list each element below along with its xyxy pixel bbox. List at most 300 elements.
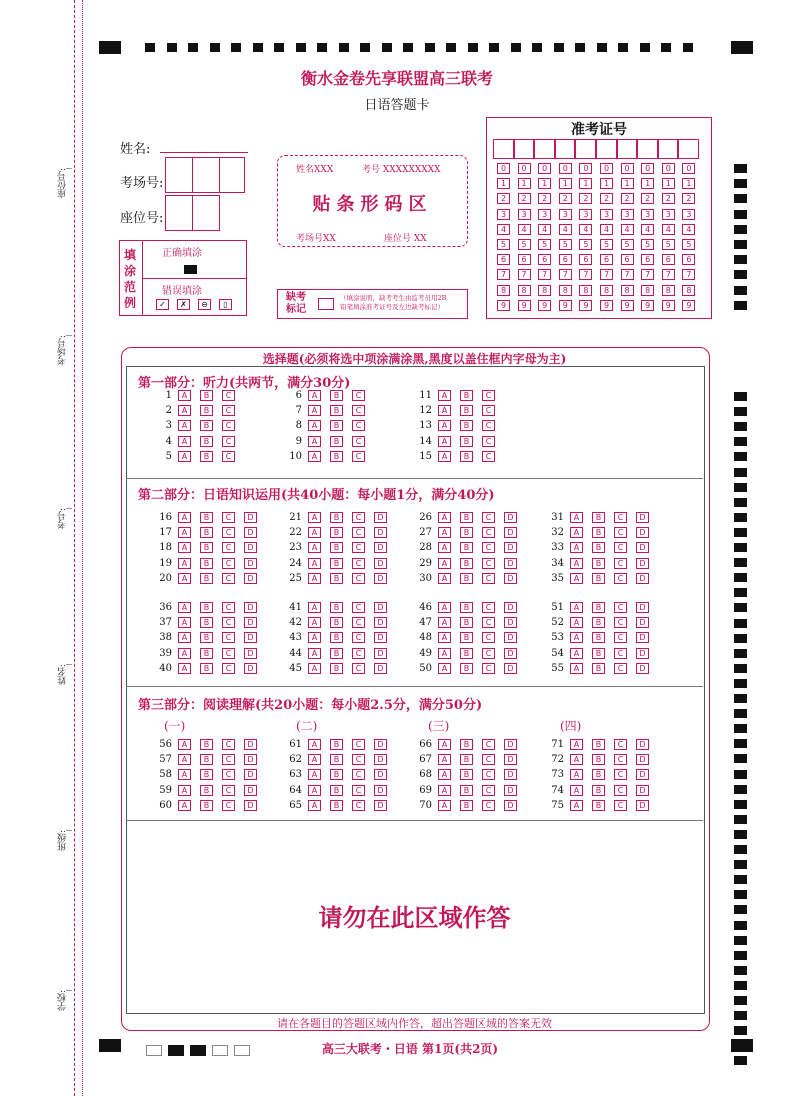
ticket-digit-bubble[interactable]: 9 — [641, 300, 654, 311]
option-bubble-c[interactable]: C — [222, 436, 235, 447]
option-bubble-d[interactable]: D — [636, 785, 649, 796]
option-bubble-c[interactable]: C — [482, 800, 495, 811]
option-bubble-c[interactable]: C — [222, 420, 235, 431]
option-bubble-b[interactable]: B — [330, 390, 343, 401]
option-bubble-b[interactable]: B — [200, 542, 213, 553]
option-bubble-b[interactable]: B — [592, 754, 605, 765]
option-bubble-d[interactable]: D — [636, 573, 649, 584]
option-bubble-d[interactable]: D — [244, 648, 257, 659]
option-bubble-b[interactable]: B — [200, 785, 213, 796]
option-bubble-b[interactable]: B — [460, 785, 473, 796]
option-bubble-c[interactable]: C — [352, 558, 365, 569]
option-bubble-c[interactable]: C — [222, 754, 235, 765]
ticket-digit-bubble[interactable]: 3 — [641, 209, 654, 220]
option-bubble-b[interactable]: B — [200, 512, 213, 523]
option-bubble-d[interactable]: D — [374, 617, 387, 628]
option-bubble-d[interactable]: D — [504, 800, 517, 811]
ticket-digit-bubble[interactable]: 1 — [641, 178, 654, 189]
ticket-digit-bubble[interactable]: 4 — [559, 224, 572, 235]
option-bubble-c[interactable]: C — [222, 769, 235, 780]
option-bubble-c[interactable]: C — [222, 617, 235, 628]
option-bubble-a[interactable]: A — [308, 617, 321, 628]
ticket-digit-bubble[interactable]: 9 — [497, 300, 510, 311]
option-bubble-a[interactable]: A — [570, 739, 583, 750]
ticket-digit-bubble[interactable]: 3 — [682, 209, 695, 220]
ticket-digit-bubble[interactable]: 7 — [518, 269, 531, 280]
ticket-digit-bubble[interactable]: 3 — [538, 209, 551, 220]
ticket-digit-bubble[interactable]: 9 — [621, 300, 634, 311]
option-bubble-c[interactable]: C — [482, 527, 495, 538]
option-bubble-a[interactable]: A — [178, 512, 191, 523]
option-bubble-d[interactable]: D — [636, 648, 649, 659]
option-bubble-a[interactable]: A — [570, 602, 583, 613]
option-bubble-a[interactable]: A — [438, 617, 451, 628]
option-bubble-d[interactable]: D — [636, 558, 649, 569]
ticket-digit-bubble[interactable]: 6 — [497, 254, 510, 265]
ticket-digit-bubble[interactable]: 8 — [662, 285, 675, 296]
option-bubble-b[interactable]: B — [200, 648, 213, 659]
room-box-2[interactable] — [192, 157, 220, 193]
ticket-digit-bubble[interactable]: 8 — [621, 285, 634, 296]
option-bubble-b[interactable]: B — [592, 739, 605, 750]
ticket-digit-bubble[interactable]: 0 — [662, 163, 675, 174]
option-bubble-a[interactable]: A — [438, 512, 451, 523]
option-bubble-b[interactable]: B — [460, 542, 473, 553]
option-bubble-d[interactable]: D — [374, 558, 387, 569]
ticket-digit-bubble[interactable]: 2 — [682, 193, 695, 204]
option-bubble-b[interactable]: B — [330, 542, 343, 553]
ticket-digit-bubble[interactable]: 4 — [621, 224, 634, 235]
option-bubble-c[interactable]: C — [482, 542, 495, 553]
option-bubble-c[interactable]: C — [222, 405, 235, 416]
option-bubble-a[interactable]: A — [570, 573, 583, 584]
option-bubble-c[interactable]: C — [482, 632, 495, 643]
option-bubble-d[interactable]: D — [374, 648, 387, 659]
option-bubble-a[interactable]: A — [308, 602, 321, 613]
option-bubble-b[interactable]: B — [200, 617, 213, 628]
option-bubble-b[interactable]: B — [460, 405, 473, 416]
option-bubble-d[interactable]: D — [504, 754, 517, 765]
option-bubble-d[interactable]: D — [374, 769, 387, 780]
option-bubble-c[interactable]: C — [222, 390, 235, 401]
option-bubble-a[interactable]: A — [178, 632, 191, 643]
ticket-digit-bubble[interactable]: 6 — [559, 254, 572, 265]
ticket-digit-bubble[interactable]: 9 — [682, 300, 695, 311]
ticket-digit-bubble[interactable]: 9 — [600, 300, 613, 311]
option-bubble-a[interactable]: A — [438, 420, 451, 431]
option-bubble-c[interactable]: C — [614, 527, 627, 538]
ticket-digit-bubble[interactable]: 1 — [600, 178, 613, 189]
option-bubble-b[interactable]: B — [330, 663, 343, 674]
ticket-digit-bubble[interactable]: 5 — [538, 239, 551, 250]
option-bubble-c[interactable]: C — [352, 573, 365, 584]
option-bubble-a[interactable]: A — [178, 800, 191, 811]
room-box-3[interactable] — [219, 157, 245, 193]
option-bubble-c[interactable]: C — [482, 785, 495, 796]
option-bubble-c[interactable]: C — [614, 769, 627, 780]
option-bubble-a[interactable]: A — [308, 573, 321, 584]
option-bubble-c[interactable]: C — [352, 739, 365, 750]
option-bubble-a[interactable]: A — [178, 436, 191, 447]
option-bubble-b[interactable]: B — [460, 617, 473, 628]
option-bubble-a[interactable]: A — [570, 800, 583, 811]
option-bubble-c[interactable]: C — [482, 390, 495, 401]
ticket-digit-bubble[interactable]: 6 — [518, 254, 531, 265]
ticket-digit-bubble[interactable]: 1 — [682, 178, 695, 189]
ticket-digit-write-box[interactable] — [617, 139, 638, 159]
option-bubble-c[interactable]: C — [482, 663, 495, 674]
option-bubble-d[interactable]: D — [374, 785, 387, 796]
option-bubble-d[interactable]: D — [374, 573, 387, 584]
ticket-digit-bubble[interactable]: 7 — [579, 269, 592, 280]
option-bubble-a[interactable]: A — [178, 527, 191, 538]
ticket-digit-bubble[interactable]: 2 — [662, 193, 675, 204]
option-bubble-d[interactable]: D — [636, 663, 649, 674]
option-bubble-b[interactable]: B — [200, 800, 213, 811]
option-bubble-d[interactable]: D — [244, 800, 257, 811]
option-bubble-c[interactable]: C — [482, 451, 495, 462]
option-bubble-a[interactable]: A — [308, 542, 321, 553]
ticket-digit-bubble[interactable]: 2 — [621, 193, 634, 204]
ticket-digit-bubble[interactable]: 2 — [559, 193, 572, 204]
option-bubble-b[interactable]: B — [330, 617, 343, 628]
option-bubble-a[interactable]: A — [570, 754, 583, 765]
option-bubble-d[interactable]: D — [374, 663, 387, 674]
option-bubble-a[interactable]: A — [178, 648, 191, 659]
option-bubble-b[interactable]: B — [200, 769, 213, 780]
option-bubble-d[interactable]: D — [374, 542, 387, 553]
option-bubble-c[interactable]: C — [614, 512, 627, 523]
option-bubble-b[interactable]: B — [592, 527, 605, 538]
option-bubble-c[interactable]: C — [482, 573, 495, 584]
option-bubble-c[interactable]: C — [352, 542, 365, 553]
option-bubble-b[interactable]: B — [592, 632, 605, 643]
option-bubble-a[interactable]: A — [308, 436, 321, 447]
option-bubble-c[interactable]: C — [352, 800, 365, 811]
option-bubble-a[interactable]: A — [438, 527, 451, 538]
option-bubble-b[interactable]: B — [592, 648, 605, 659]
option-bubble-b[interactable]: B — [460, 573, 473, 584]
option-bubble-d[interactable]: D — [504, 617, 517, 628]
option-bubble-c[interactable]: C — [352, 632, 365, 643]
ticket-digit-bubble[interactable]: 0 — [621, 163, 634, 174]
ticket-digit-bubble[interactable]: 5 — [621, 239, 634, 250]
option-bubble-c[interactable]: C — [222, 648, 235, 659]
ticket-digit-write-box[interactable] — [637, 139, 658, 159]
absent-checkbox[interactable] — [318, 298, 334, 310]
option-bubble-b[interactable]: B — [330, 739, 343, 750]
ticket-digit-bubble[interactable]: 7 — [662, 269, 675, 280]
option-bubble-d[interactable]: D — [244, 573, 257, 584]
option-bubble-a[interactable]: A — [570, 558, 583, 569]
option-bubble-c[interactable]: C — [222, 512, 235, 523]
option-bubble-d[interactable]: D — [244, 512, 257, 523]
option-bubble-c[interactable]: C — [352, 512, 365, 523]
option-bubble-c[interactable]: C — [352, 602, 365, 613]
ticket-digit-write-box[interactable] — [555, 139, 576, 159]
option-bubble-d[interactable]: D — [244, 663, 257, 674]
option-bubble-b[interactable]: B — [460, 769, 473, 780]
option-bubble-b[interactable]: B — [460, 527, 473, 538]
option-bubble-b[interactable]: B — [330, 527, 343, 538]
option-bubble-a[interactable]: A — [308, 451, 321, 462]
ticket-digit-bubble[interactable]: 8 — [518, 285, 531, 296]
option-bubble-a[interactable]: A — [438, 573, 451, 584]
option-bubble-a[interactable]: A — [570, 542, 583, 553]
option-bubble-b[interactable]: B — [200, 558, 213, 569]
option-bubble-a[interactable]: A — [178, 542, 191, 553]
ticket-digit-bubble[interactable]: 7 — [559, 269, 572, 280]
option-bubble-d[interactable]: D — [244, 558, 257, 569]
ticket-digit-bubble[interactable]: 0 — [641, 163, 654, 174]
ticket-digit-bubble[interactable]: 2 — [518, 193, 531, 204]
option-bubble-b[interactable]: B — [592, 542, 605, 553]
option-bubble-a[interactable]: A — [438, 739, 451, 750]
option-bubble-b[interactable]: B — [460, 739, 473, 750]
ticket-digit-bubble[interactable]: 6 — [621, 254, 634, 265]
option-bubble-d[interactable]: D — [504, 739, 517, 750]
option-bubble-a[interactable]: A — [178, 739, 191, 750]
ticket-digit-bubble[interactable]: 7 — [497, 269, 510, 280]
option-bubble-a[interactable]: A — [438, 558, 451, 569]
option-bubble-b[interactable]: B — [330, 800, 343, 811]
option-bubble-d[interactable]: D — [244, 542, 257, 553]
option-bubble-a[interactable]: A — [308, 739, 321, 750]
option-bubble-a[interactable]: A — [308, 405, 321, 416]
option-bubble-c[interactable]: C — [352, 420, 365, 431]
option-bubble-b[interactable]: B — [330, 512, 343, 523]
option-bubble-d[interactable]: D — [504, 558, 517, 569]
ticket-digit-bubble[interactable]: 8 — [600, 285, 613, 296]
ticket-digit-bubble[interactable]: 8 — [641, 285, 654, 296]
option-bubble-d[interactable]: D — [636, 739, 649, 750]
ticket-digit-bubble[interactable]: 0 — [682, 163, 695, 174]
option-bubble-c[interactable]: C — [614, 542, 627, 553]
option-bubble-a[interactable]: A — [438, 632, 451, 643]
option-bubble-d[interactable]: D — [374, 632, 387, 643]
ticket-digit-bubble[interactable]: 7 — [682, 269, 695, 280]
option-bubble-a[interactable]: A — [308, 648, 321, 659]
option-bubble-d[interactable]: D — [636, 527, 649, 538]
option-bubble-b[interactable]: B — [200, 390, 213, 401]
option-bubble-c[interactable]: C — [222, 573, 235, 584]
option-bubble-b[interactable]: B — [200, 451, 213, 462]
option-bubble-b[interactable]: B — [330, 785, 343, 796]
ticket-digit-bubble[interactable]: 9 — [559, 300, 572, 311]
ticket-digit-bubble[interactable]: 8 — [559, 285, 572, 296]
option-bubble-c[interactable]: C — [222, 739, 235, 750]
option-bubble-c[interactable]: C — [222, 632, 235, 643]
option-bubble-c[interactable]: C — [222, 527, 235, 538]
ticket-digit-bubble[interactable]: 1 — [518, 178, 531, 189]
ticket-digit-bubble[interactable]: 8 — [682, 285, 695, 296]
option-bubble-b[interactable]: B — [592, 769, 605, 780]
option-bubble-c[interactable]: C — [352, 617, 365, 628]
ticket-digit-bubble[interactable]: 6 — [682, 254, 695, 265]
option-bubble-a[interactable]: A — [438, 405, 451, 416]
ticket-digit-bubble[interactable]: 7 — [641, 269, 654, 280]
option-bubble-c[interactable]: C — [614, 558, 627, 569]
option-bubble-c[interactable]: C — [222, 558, 235, 569]
option-bubble-b[interactable]: B — [330, 648, 343, 659]
option-bubble-a[interactable]: A — [570, 785, 583, 796]
option-bubble-b[interactable]: B — [592, 558, 605, 569]
option-bubble-c[interactable]: C — [614, 617, 627, 628]
ticket-digit-bubble[interactable]: 5 — [497, 239, 510, 250]
ticket-digit-bubble[interactable]: 1 — [559, 178, 572, 189]
option-bubble-b[interactable]: B — [200, 420, 213, 431]
option-bubble-c[interactable]: C — [222, 785, 235, 796]
option-bubble-d[interactable]: D — [504, 648, 517, 659]
option-bubble-d[interactable]: D — [244, 617, 257, 628]
ticket-digit-bubble[interactable]: 2 — [538, 193, 551, 204]
option-bubble-c[interactable]: C — [222, 602, 235, 613]
option-bubble-a[interactable]: A — [178, 617, 191, 628]
option-bubble-c[interactable]: C — [614, 754, 627, 765]
ticket-digit-bubble[interactable]: 3 — [662, 209, 675, 220]
option-bubble-c[interactable]: C — [482, 602, 495, 613]
option-bubble-d[interactable]: D — [636, 800, 649, 811]
option-bubble-c[interactable]: C — [352, 769, 365, 780]
option-bubble-a[interactable]: A — [178, 785, 191, 796]
ticket-digit-bubble[interactable]: 1 — [579, 178, 592, 189]
option-bubble-a[interactable]: A — [570, 663, 583, 674]
ticket-digit-bubble[interactable]: 6 — [538, 254, 551, 265]
option-bubble-d[interactable]: D — [244, 754, 257, 765]
option-bubble-b[interactable]: B — [200, 436, 213, 447]
option-bubble-d[interactable]: D — [374, 800, 387, 811]
ticket-digit-bubble[interactable]: 3 — [497, 209, 510, 220]
seat-box-2[interactable] — [192, 195, 220, 231]
name-input[interactable] — [160, 152, 248, 153]
ticket-digit-bubble[interactable]: 8 — [579, 285, 592, 296]
option-bubble-c[interactable]: C — [482, 436, 495, 447]
option-bubble-c[interactable]: C — [222, 800, 235, 811]
ticket-digit-bubble[interactable]: 5 — [662, 239, 675, 250]
option-bubble-d[interactable]: D — [244, 527, 257, 538]
option-bubble-c[interactable]: C — [352, 405, 365, 416]
ticket-digit-write-box[interactable] — [493, 139, 514, 159]
option-bubble-a[interactable]: A — [308, 769, 321, 780]
option-bubble-b[interactable]: B — [460, 602, 473, 613]
ticket-digit-bubble[interactable]: 1 — [621, 178, 634, 189]
option-bubble-d[interactable]: D — [504, 512, 517, 523]
option-bubble-b[interactable]: B — [200, 405, 213, 416]
option-bubble-c[interactable]: C — [222, 451, 235, 462]
option-bubble-b[interactable]: B — [330, 405, 343, 416]
option-bubble-b[interactable]: B — [592, 573, 605, 584]
option-bubble-d[interactable]: D — [504, 542, 517, 553]
ticket-digit-bubble[interactable]: 7 — [600, 269, 613, 280]
ticket-digit-bubble[interactable]: 6 — [579, 254, 592, 265]
ticket-digit-bubble[interactable]: 0 — [579, 163, 592, 174]
option-bubble-b[interactable]: B — [200, 573, 213, 584]
option-bubble-b[interactable]: B — [460, 754, 473, 765]
ticket-digit-bubble[interactable]: 2 — [641, 193, 654, 204]
option-bubble-a[interactable]: A — [570, 632, 583, 643]
option-bubble-a[interactable]: A — [178, 754, 191, 765]
ticket-digit-bubble[interactable]: 4 — [497, 224, 510, 235]
option-bubble-c[interactable]: C — [352, 436, 365, 447]
option-bubble-a[interactable]: A — [438, 769, 451, 780]
option-bubble-b[interactable]: B — [200, 663, 213, 674]
ticket-digit-write-box[interactable] — [534, 139, 555, 159]
option-bubble-b[interactable]: B — [330, 451, 343, 462]
option-bubble-b[interactable]: B — [460, 451, 473, 462]
option-bubble-b[interactable]: B — [200, 739, 213, 750]
option-bubble-a[interactable]: A — [178, 573, 191, 584]
option-bubble-b[interactable]: B — [330, 573, 343, 584]
option-bubble-c[interactable]: C — [352, 785, 365, 796]
option-bubble-a[interactable]: A — [178, 390, 191, 401]
option-bubble-c[interactable]: C — [222, 542, 235, 553]
option-bubble-c[interactable]: C — [614, 648, 627, 659]
option-bubble-d[interactable]: D — [504, 602, 517, 613]
option-bubble-c[interactable]: C — [482, 648, 495, 659]
option-bubble-b[interactable]: B — [460, 512, 473, 523]
option-bubble-c[interactable]: C — [352, 527, 365, 538]
ticket-digit-bubble[interactable]: 2 — [579, 193, 592, 204]
ticket-digit-bubble[interactable]: 4 — [682, 224, 695, 235]
option-bubble-d[interactable]: D — [374, 602, 387, 613]
option-bubble-a[interactable]: A — [438, 648, 451, 659]
option-bubble-c[interactable]: C — [352, 648, 365, 659]
option-bubble-b[interactable]: B — [200, 602, 213, 613]
option-bubble-c[interactable]: C — [352, 754, 365, 765]
ticket-digit-bubble[interactable]: 1 — [497, 178, 510, 189]
option-bubble-b[interactable]: B — [460, 390, 473, 401]
option-bubble-d[interactable]: D — [504, 573, 517, 584]
option-bubble-b[interactable]: B — [592, 663, 605, 674]
option-bubble-d[interactable]: D — [504, 527, 517, 538]
option-bubble-a[interactable]: A — [178, 602, 191, 613]
option-bubble-d[interactable]: D — [504, 632, 517, 643]
ticket-digit-bubble[interactable]: 8 — [538, 285, 551, 296]
option-bubble-d[interactable]: D — [504, 785, 517, 796]
ticket-digit-bubble[interactable]: 0 — [518, 163, 531, 174]
option-bubble-d[interactable]: D — [504, 769, 517, 780]
option-bubble-b[interactable]: B — [460, 648, 473, 659]
option-bubble-b[interactable]: B — [330, 558, 343, 569]
option-bubble-b[interactable]: B — [460, 632, 473, 643]
option-bubble-d[interactable]: D — [504, 663, 517, 674]
ticket-digit-bubble[interactable]: 1 — [662, 178, 675, 189]
option-bubble-c[interactable]: C — [614, 602, 627, 613]
ticket-digit-bubble[interactable]: 9 — [538, 300, 551, 311]
ticket-digit-bubble[interactable]: 3 — [621, 209, 634, 220]
option-bubble-a[interactable]: A — [308, 512, 321, 523]
option-bubble-b[interactable]: B — [592, 800, 605, 811]
option-bubble-a[interactable]: A — [438, 436, 451, 447]
option-bubble-a[interactable]: A — [438, 602, 451, 613]
option-bubble-c[interactable]: C — [482, 420, 495, 431]
option-bubble-a[interactable]: A — [178, 451, 191, 462]
option-bubble-b[interactable]: B — [460, 800, 473, 811]
option-bubble-c[interactable]: C — [482, 617, 495, 628]
option-bubble-b[interactable]: B — [460, 420, 473, 431]
ticket-digit-bubble[interactable]: 2 — [497, 193, 510, 204]
ticket-digit-bubble[interactable]: 4 — [579, 224, 592, 235]
option-bubble-c[interactable]: C — [614, 663, 627, 674]
option-bubble-b[interactable]: B — [460, 436, 473, 447]
ticket-digit-bubble[interactable]: 3 — [518, 209, 531, 220]
ticket-digit-bubble[interactable]: 4 — [662, 224, 675, 235]
option-bubble-c[interactable]: C — [482, 512, 495, 523]
ticket-digit-bubble[interactable]: 6 — [641, 254, 654, 265]
ticket-digit-bubble[interactable]: 1 — [538, 178, 551, 189]
option-bubble-a[interactable]: A — [178, 769, 191, 780]
ticket-digit-bubble[interactable]: 5 — [579, 239, 592, 250]
